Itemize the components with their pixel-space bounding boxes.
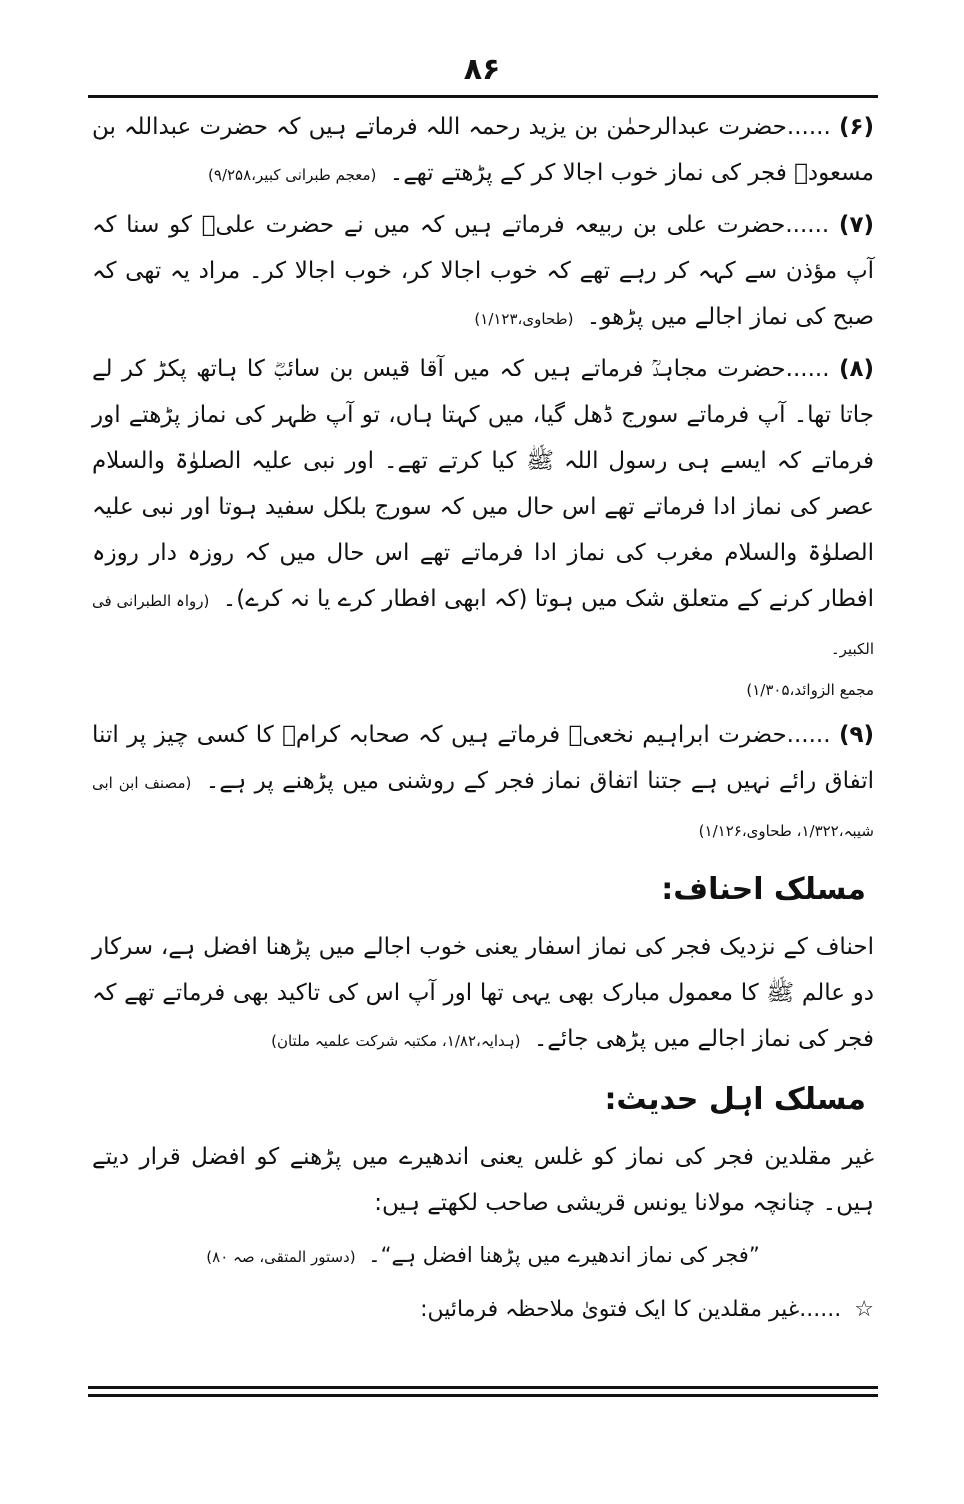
page-content xyxy=(92,104,874,1338)
paragraph-text: غیر مقلدین فجر کی نماز کو غلس یعنی اندھیرے میں پڑھنے کو افضل قرار دیتے ہیں۔ چنانچہ مولانا یونس قریشی صاحب لکھتے ہیں: xyxy=(92,1144,874,1216)
heading-ahl-hadith: مسلک اہل حدیث: xyxy=(604,1082,866,1117)
citation: (مصنف ابن ابی شیبہ،۱/۳۲۲، طحاوی،۱/۱۲۶) xyxy=(92,774,874,840)
paragraph-number: (۹) xyxy=(838,722,875,748)
citation: (طحاوی،۱/۱۲۳) xyxy=(474,310,574,328)
bottom-rule xyxy=(88,1386,878,1389)
citation: (معجم طبرانی کبیر،۹/۲۵۸) xyxy=(208,166,377,184)
citation: (دستور المتقی، صہ ۸۰) xyxy=(206,1248,356,1266)
quotation xyxy=(92,1230,874,1282)
ahnaf-paragraph xyxy=(92,924,874,1064)
fatwa-intro-text: ......غیر مقلدین کا ایک فتویٰ ملاحظہ فرمائیں: xyxy=(420,1297,842,1322)
top-rule xyxy=(88,95,878,98)
quote-text: ”فجر کی نماز اندھیرے میں پڑھنا افضل ہے“۔ xyxy=(368,1243,760,1267)
citation-continued: مجمع الزوائد،۱/۳۰۵) xyxy=(746,681,874,699)
paragraph-text: ......حضرت مجاہدؒ فرماتے ہیں کہ میں آقا قیس بن سائبؓ کا ہاتھ پکڑ کر لے جاتا تھا۔ آپ فرماتے سورج ڈھل گیا، میں کہتا ہاں، تو آپ ظہر کی نماز پڑھتے اور فرماتے کہ ایسے ہی رسول اللہ ﷺ کیا کرتے تھے۔ اور نبی علیہ الصلوٰۃ والسلام عصر کی نماز ادا فرماتے تھے اس حال میں کہ سورج بلکل سفید ہوتا اور نبی علیہ الصلوٰۃ والسلام مغرب کی نماز ادا فرماتے تھے اس حال میں کہ روزہ دار روزہ افطار کرنے کے متعلق شک میں ہوتا (کہ ابھی افطار کرے یا نہ کرے)۔ xyxy=(92,356,875,612)
paragraph-6 xyxy=(92,104,874,198)
paragraph-text: ......حضرت ابراہیم نخعیؒ فرماتے ہیں کہ صحابہ کرامؓ کا کسی چیز پر اتنا اتفاق رائے نہیں ہے جتنا اتفاق نماز فجر کے روشنی میں پڑھنے پر ہے۔ xyxy=(92,722,875,794)
citation: (ہدایہ،۱/۸۲، مکتبہ شرکت علمیہ ملتان) xyxy=(271,1032,521,1050)
citation: (رواہ الطبرانی فی الکبیر۔ xyxy=(92,592,874,658)
heading-ahnaf: مسلک احناف: xyxy=(661,872,866,907)
paragraph-8 xyxy=(92,346,874,708)
paragraph-number: (۸) xyxy=(838,356,875,382)
paragraph-number: (۶) xyxy=(838,114,875,140)
paragraph-text: احناف کے نزدیک فجر کی نماز اسفار یعنی خوب اجالے میں پڑھنا افضل ہے، سرکار دو عالم ﷺ کا معمول مبارک بھی یہی تھا اور آپ اس کی تاکید بھی فرماتے تھے کہ فجر کی نماز اجالے میں پڑھی جائے۔ xyxy=(92,934,874,1052)
star-icon: ☆ xyxy=(854,1297,874,1322)
paragraph-7 xyxy=(92,202,874,342)
paragraph-number: (۷) xyxy=(838,212,874,238)
bottom-rule-double xyxy=(88,1394,878,1397)
paragraph-text: ......حضرت عبدالرحمٰن بن یزید رحمہ اللہ فرماتے ہیں کہ حضرت عبداللہ بن مسعودؓ فجر کی نماز خوب اجالا کر کے پڑھتے تھے۔ xyxy=(92,114,874,186)
fatwa-intro xyxy=(92,1282,874,1338)
paragraph-9 xyxy=(92,712,874,854)
ahl-hadith-paragraph xyxy=(92,1134,874,1226)
paragraph-text: ......حضرت علی بن ربیعہ فرماتے ہیں کہ میں نے حضرت علیؓ کو سنا کہ آپ مؤذن سے کہہ کر رہے تھے کہ خوب اجالا کر، خوب اجالا کر۔ مراد یہ تھی کہ صبح کی نماز اجالے میں پڑھو۔ xyxy=(92,212,874,330)
page-number: ۸۶ xyxy=(463,52,501,87)
